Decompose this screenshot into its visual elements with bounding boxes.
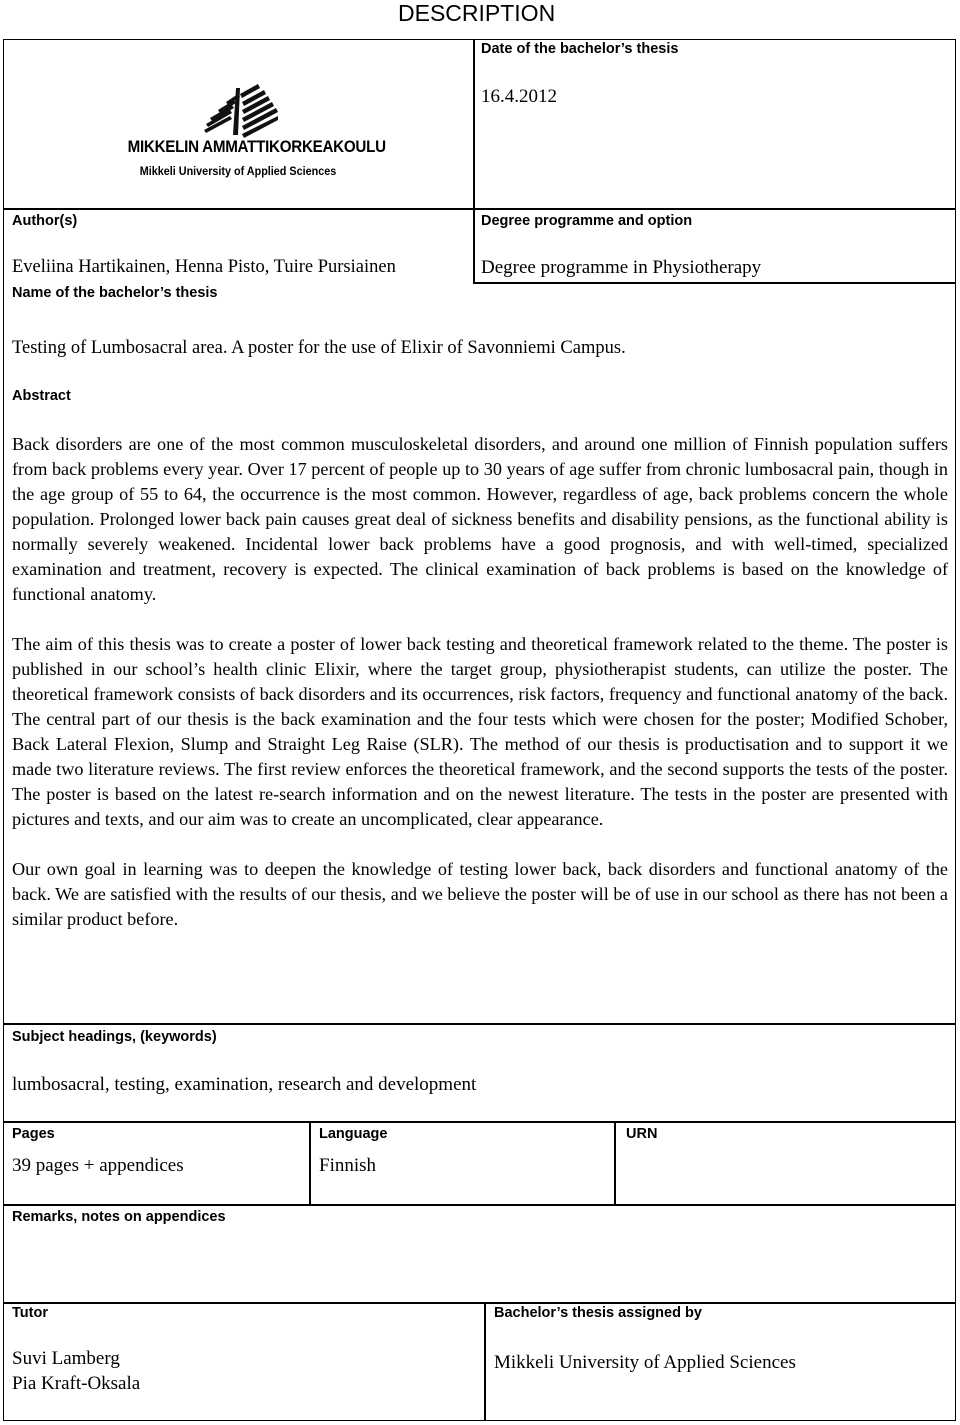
pages-value: 39 pages + appendices <box>12 1155 184 1176</box>
divider <box>3 208 956 210</box>
school-name: MIKKELIN AMMATTIKORKEAKOULU <box>127 138 386 156</box>
divider <box>3 1204 956 1206</box>
keywords-value: lumbosacral, testing, examination, research and development <box>12 1074 477 1095</box>
page-title: DESCRIPTION <box>398 0 556 26</box>
divider <box>309 1121 311 1205</box>
divider <box>473 282 956 284</box>
school-logo <box>118 80 386 182</box>
divider <box>484 1302 486 1421</box>
authors-label: Author(s) <box>12 213 78 229</box>
abstract-label: Abstract <box>12 388 71 404</box>
date-label: Date of the bachelor’s thesis <box>481 41 679 57</box>
keywords-label: Subject headings, (keywords) <box>12 1029 217 1045</box>
remarks-label: Remarks, notes on appendices <box>12 1209 226 1225</box>
assigned-by-label: Bachelor’s thesis assigned by <box>494 1305 702 1321</box>
thesis-name-value: Testing of Lumbosacral area. A poster for the use of Elixir of Savonniemi Campus. <box>12 338 626 358</box>
school-name-english: Mikkeli University of Applied Sciences <box>139 164 337 178</box>
abstract-body <box>12 432 948 932</box>
abstract-paragraph: Back disorders are one of the most common musculoskeletal disorders, and around one million of Finnish population suffers from back problems every year. Over 17 percent of people up to 30 years of age suffer from chronic lumbosacral pain, though in the age group of 55 to 64, the occurrence is the most common. However, regardless of age, back problems concern the whole population. Prolonged lower back pain causes great deal of sickness benefits and disability pensions, as the functional ability is normally severely weakened. Incidental lower back problems have a good prognosis, and with well-timed, specialized examination and treatment, recovery is expected. The clinical examination of back problems is based on the knowledge of functional anatomy. <box>12 434 948 604</box>
degree-value: Degree programme in Physiotherapy <box>481 257 762 278</box>
tutor-name: Suvi Lamberg <box>12 1348 120 1369</box>
tutor-label: Tutor <box>12 1305 48 1321</box>
tutor-name: Pia Kraft-Oksala <box>12 1373 141 1394</box>
thesis-name-label: Name of the bachelor’s thesis <box>12 285 218 301</box>
open-book-pages-icon <box>118 80 358 140</box>
divider <box>3 1023 956 1025</box>
divider <box>473 39 475 283</box>
date-value: 16.4.2012 <box>481 86 557 107</box>
language-value: Finnish <box>319 1155 377 1176</box>
divider <box>3 1302 956 1304</box>
divider <box>3 1121 956 1123</box>
abstract-paragraph: Our own goal in learning was to deepen the knowledge of testing lower back, back disorders and functional anatomy of the back. We are satisfied with the results of our thesis, and we believe the poster will be of use in our school as there has not been a similar product before. <box>12 859 948 929</box>
urn-label: URN <box>626 1126 658 1142</box>
assigned-by-value: Mikkeli University of Applied Sciences <box>494 1352 796 1373</box>
pages-label: Pages <box>12 1126 55 1142</box>
divider <box>614 1121 616 1205</box>
language-label: Language <box>319 1126 388 1142</box>
abstract-paragraph: The aim of this thesis was to create a poster of lower back testing and theoretical framework related to the theme. The poster is published in our school’s health clinic Elixir, where the target group, physiotherapist students, can utilize the poster. The theoretical framework consists of back disorders and its occurrences, risk factors, frequency and functional anatomy of the back. The central part of our thesis is the back examination and the four tests which were chosen for the poster; Modified Schober, Back Lateral Flexion, Slump and Straight Leg Raise (SLR). The method of our thesis is productisation and to support it we made two literature reviews. The first review enforces the theoretical framework, and the second supports the tests of the poster. The poster is based on the latest re-search information and on the newest literature. The tests in the poster are presented with pictures and texts, and our aim was to create an uncomplicated, clear appearance. <box>12 634 948 829</box>
degree-label: Degree programme and option <box>481 213 693 229</box>
authors-value: Eveliina Hartikainen, Henna Pisto, Tuire Pursiainen <box>12 257 396 277</box>
